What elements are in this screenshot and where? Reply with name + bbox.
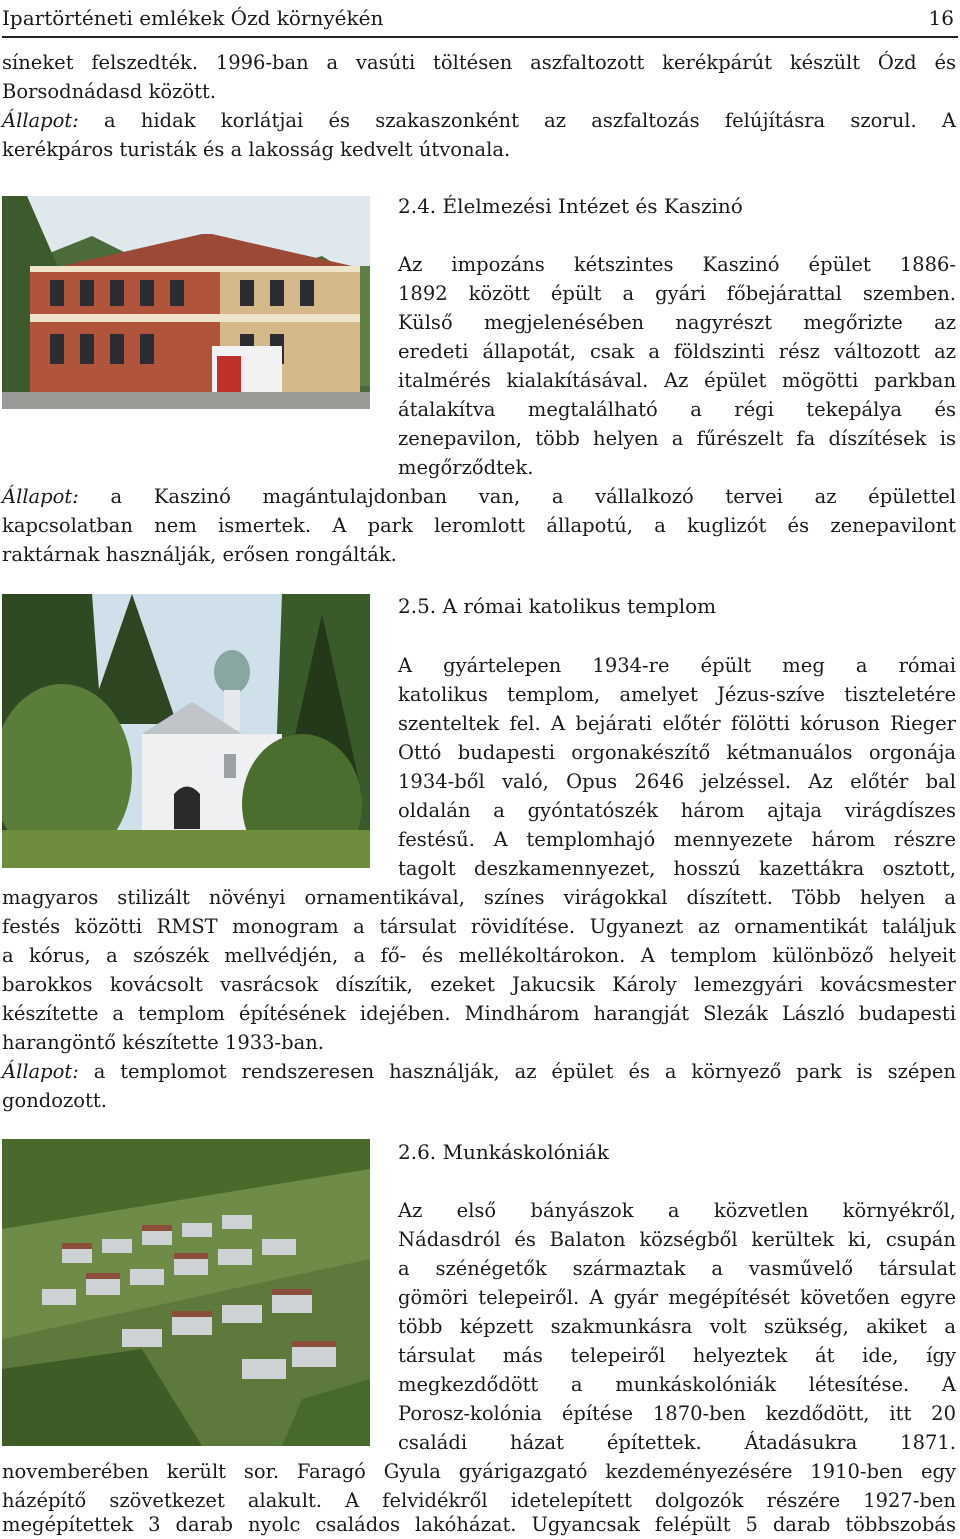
text-line: kerékpáros turisták és a lakosság kedvelt útvonala.: [2, 138, 511, 161]
text-line: gömöri telepeiről. A gyár megépítését követően egyre: [398, 1286, 956, 1309]
state-text: a templomot rendszeresen használják, az épület és a környező park is szépen: [78, 1060, 956, 1083]
text-line: eredeti állapotát, csak a földszinti rész változott az: [398, 340, 956, 363]
section-heading: 2.6. Munkáskolóniák: [398, 1140, 609, 1164]
text-line: házépítő szövetkezet alakult. A felvidékről idetelepített dolgozók részére 1927-ben: [2, 1489, 956, 1512]
templom-photo: [2, 594, 370, 868]
text-line: készítette a templom építésének idejében. Mindhárom harangját Slezák László budapesti: [2, 1002, 956, 1025]
kaszino-building-illustration: [2, 196, 370, 409]
running-title: Ipartörténeti emlékek Ózd környékén: [2, 6, 384, 30]
text-line: Borsodnádasd között.: [2, 80, 217, 103]
section-heading: 2.4. Élelmezési Intézet és Kaszinó: [398, 194, 743, 218]
state-line: [2, 1057, 956, 1086]
page-number: 16: [928, 6, 954, 30]
colony-illustration: [2, 1139, 370, 1446]
text-line: Külső megjelenésében nagyrészt megőrizte az: [398, 311, 956, 334]
text-line: italmérés kialakításával. Az épület mögötti parkban: [398, 369, 956, 392]
text-line: A gyártelepen 1934-re épült meg a római: [398, 654, 956, 677]
text-line: szenteltek fel. A bejárati előtér fölötti kóruson Rieger: [398, 712, 956, 735]
text-line: megőrződtek.: [398, 456, 534, 479]
text-line: Porosz-kolónia építése 1870-ben kezdődött, itt 20: [398, 1402, 956, 1425]
text-line: a szénégetők származtak a vasművelő társulat: [398, 1257, 956, 1280]
church-illustration: [2, 594, 370, 868]
text-line: Ottó budapesti orgonakészítő kétmanuálos orgonája: [398, 741, 956, 764]
text-line: novemberében került sor. Faragó Gyula gyárigazgató kezdeményezésére 1910-ben egy: [2, 1460, 956, 1483]
text-line: kapcsolatban nem ismertek. A park leromlott állapotú, a kuglizót és zenepavilont: [2, 514, 956, 537]
text-line: katolikus templom, amelyet Jézus-szíve tiszteletére: [398, 683, 956, 706]
text-line: megkezdődött a munkáskolóniák létesítése. A: [398, 1373, 956, 1396]
text-line: festés közötti RMST monogram a társulat rövidítése. Ugyanezt az ornamentikát találjuk: [2, 915, 956, 938]
text-line: barokkos kovácsolt vasrácsok díszítik, ezeket Jakucsik Károly lemezgyári kovácsmester: [2, 973, 956, 996]
text-line: társulat más telepeiről helyeztek át ide, így: [398, 1344, 956, 1367]
state-label: Állapot:: [2, 109, 79, 132]
text-line: családi házat építettek. Átadásukra 1871.: [398, 1431, 956, 1454]
state-text: a Kaszinó magántulajdonban van, a vállalkozó tervei az épülettel: [78, 485, 956, 508]
text-line: harangöntő készítette 1933-ban.: [2, 1031, 324, 1054]
text-line: Az első bányászok a közvetlen környékről,: [398, 1199, 956, 1222]
state-line: [2, 482, 956, 511]
page-header: [2, 0, 958, 38]
text-line: síneket felszedték. 1996-ban a vasúti töltésen aszfaltozott kerékpárút készült Ózd és: [2, 51, 956, 74]
text-line: Az impozáns kétszintes Kaszinó épület 1886-: [398, 253, 956, 276]
text-line: oldalán a gyóntatószék három ajtaja virágdíszes: [398, 799, 956, 822]
text-line: magyaros stilizált növényi ornamentikával, színes virágokkal díszített. Több helyen a: [2, 886, 956, 909]
text-line: 1892 között épült a gyári főbejárattal szemben.: [398, 282, 956, 305]
text-line: festésű. A templomhajó mennyezete három részre: [398, 828, 956, 851]
text-line: raktárnak használják, erősen rongálták.: [2, 543, 397, 566]
state-line: [2, 106, 956, 135]
text-line: zenepavilon, több helyen a fűrészelt fa díszítések is: [398, 427, 956, 450]
text-line: tagolt deszkamennyezet, hosszú kazettákra osztott,: [398, 857, 956, 880]
section-heading: 2.5. A római katolikus templom: [398, 594, 717, 618]
state-label: Állapot:: [2, 1060, 79, 1083]
text-line: Nádasdról és Balaton községből kerültek ki, csupán: [398, 1228, 956, 1251]
text-line: a kórus, a szószék mellvédjén, a fő- és mellékoltárokon. A templom különböző helyeit: [2, 944, 956, 967]
text-line: több képzett szakmunkásra volt szükség, akiket a: [398, 1315, 956, 1338]
text-line: gondozott.: [2, 1089, 107, 1112]
text-line: átalakítva megtalálható a régi tekepálya és: [398, 398, 956, 421]
text-line: 1934-ből való, Opus 2646 jelzéssel. Az előtér bal: [398, 770, 956, 793]
kaszino-photo: [2, 196, 370, 409]
state-text: a hidak korlátjai és szakaszonként az aszfaltozás felújításra szorul. A: [78, 109, 956, 132]
kolonia-photo: [2, 1139, 370, 1446]
state-label: Állapot:: [2, 485, 79, 508]
text-line: megépítettek 3 darab nyolc családos lakóházat. Ugyancsak felépült 5 darab többszobás: [2, 1513, 956, 1536]
